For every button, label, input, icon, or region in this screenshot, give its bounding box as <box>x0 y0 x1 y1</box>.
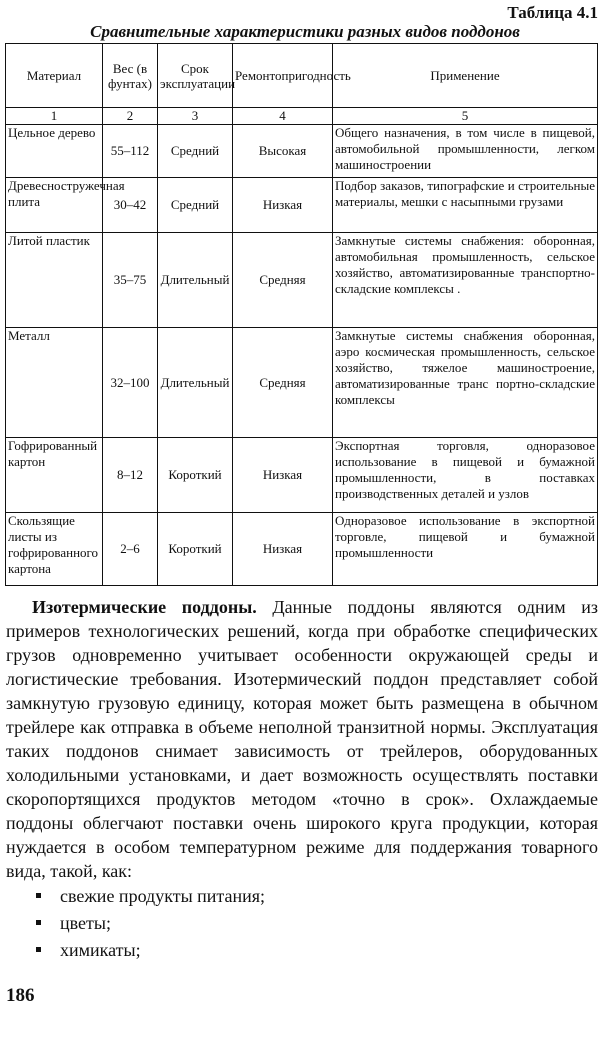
column-number-row <box>6 108 598 125</box>
list-item <box>6 883 598 910</box>
page-number: 186 <box>6 985 35 1006</box>
table-row <box>6 328 598 438</box>
table-title: Сравнительные характеристики разных видов поддонов <box>90 22 520 41</box>
column-number: 1 <box>6 108 103 125</box>
paragraph-lead: Изотермические поддоны. <box>32 597 257 617</box>
bullet-list <box>6 883 598 964</box>
cell-material: Древесностружечная плита <box>6 178 103 233</box>
cell-application: Подбор заказов, типографские и строительные материалы, мешки с насыпными грузами <box>333 178 598 233</box>
cell-material: Скользящие листы из гофрированного картона <box>6 513 103 586</box>
column-number: 3 <box>158 108 233 125</box>
cell-material: Литой пластик <box>6 233 103 328</box>
header-lifetime: Срок эксплуатации <box>158 44 233 108</box>
cell-repairability: Средняя <box>233 328 333 438</box>
cell-material: Цельное дерево <box>6 125 103 178</box>
cell-material: Гофрированный картон <box>6 438 103 513</box>
list-item-text: цветы; <box>60 913 111 933</box>
cell-repairability: Высокая <box>233 125 333 178</box>
cell-lifetime: Средний <box>158 178 233 233</box>
table-row <box>6 178 598 233</box>
cell-application: Экспортная торговля, одноразовое использование в пищевой и бумажной промышленности, в поставках производственных деталей и узлов <box>333 438 598 513</box>
table-row <box>6 513 598 586</box>
bullet-square-icon <box>36 947 41 952</box>
table-row <box>6 233 598 328</box>
table-row <box>6 125 598 178</box>
cell-repairability: Низкая <box>233 513 333 586</box>
cell-weight: 30–42 <box>103 178 158 233</box>
header-application: Применение <box>333 44 598 108</box>
cell-application: Замкнутые системы снабжения: оборонная, автомобильная промышленность, сельское хозяйство, автоматизированные транспортно-складские комплексы . <box>333 233 598 328</box>
pallet-comparison-table <box>5 43 598 586</box>
cell-weight: 32–100 <box>103 328 158 438</box>
cell-lifetime: Длительный <box>158 328 233 438</box>
header-repairability: Ремонтопригодность <box>233 44 333 108</box>
cell-weight: 35–75 <box>103 233 158 328</box>
header-weight: Вес (в фунтах) <box>103 44 158 108</box>
cell-lifetime: Длительный <box>158 233 233 328</box>
column-number: 4 <box>233 108 333 125</box>
table-row <box>6 438 598 513</box>
cell-weight: 55–112 <box>103 125 158 178</box>
cell-material: Металл <box>6 328 103 438</box>
header-material: Материал <box>6 44 103 108</box>
body-text <box>6 595 598 964</box>
paragraph-text: Данные поддоны являются одним из примеров технологических решений, когда при обработке специфических грузов одновременно учитывает особенности окружающей среды и логистические требования. Изотермический поддон представляет собой замкнутую грузовую единицу, которая может быть размещена в обычном трейлере как отправка в объеме неполной транзитной нормы. Эксплуатация таких поддонов снимает зависимость от трейлеров, оборудованных холодильными установками, и дает возможность осуществлять поставки скоропортящихся продуктов методом «точно в срок». Охлаждаемые поддоны облегчают поставки очень широкого круга продукции, которая нуждается в особом температурном режиме для поддержания товарного вида, такой, как: <box>6 597 598 881</box>
cell-lifetime: Средний <box>158 125 233 178</box>
column-number: 5 <box>333 108 598 125</box>
list-item-text: свежие продукты питания; <box>60 886 266 906</box>
bullet-square-icon <box>36 893 41 898</box>
cell-application: Одноразовое использование в экспортной торговле, пищевой и бумажной промышленности <box>333 513 598 586</box>
cell-repairability: Низкая <box>233 178 333 233</box>
list-item <box>6 937 598 964</box>
cell-lifetime: Короткий <box>158 438 233 513</box>
cell-weight: 2–6 <box>103 513 158 586</box>
column-number: 2 <box>103 108 158 125</box>
cell-application: Замкнутые системы снабжения оборонная, аэро космическая промышленность, сельское хозяйство, тяжелое машиностроение, автоматизированные транс портно-складские комплексы <box>333 328 598 438</box>
cell-lifetime: Короткий <box>158 513 233 586</box>
bullet-square-icon <box>36 920 41 925</box>
cell-weight: 8–12 <box>103 438 158 513</box>
cell-application: Общего назначения, в том числе в пищевой, автомобильной промышленности, легком машиностроении <box>333 125 598 178</box>
list-item <box>6 910 598 937</box>
list-item-text: химикаты; <box>60 940 141 960</box>
cell-repairability: Низкая <box>233 438 333 513</box>
table-label: Таблица 4.1 <box>507 3 598 22</box>
paragraph <box>6 595 598 883</box>
cell-repairability: Средняя <box>233 233 333 328</box>
